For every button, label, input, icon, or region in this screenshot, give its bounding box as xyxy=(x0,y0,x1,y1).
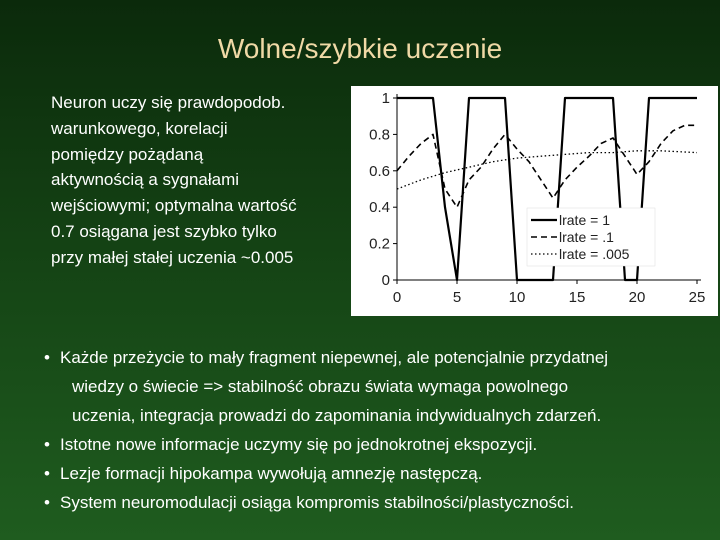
x-tick-label: 25 xyxy=(688,289,706,306)
learning-rate-chart xyxy=(351,86,718,316)
bullet-item xyxy=(44,430,720,459)
bullet-text: Istotne nowe informacje uczymy się po jednokrotnej ekspozycji. xyxy=(60,435,538,454)
y-tick-label: 0 xyxy=(381,272,390,289)
chart-svg xyxy=(351,86,718,316)
description-line: przy małej stałej uczenia ~0.005 xyxy=(51,247,294,267)
bullet-text: System neuromodulacji osiąga kompromis stabilności/plastyczności. xyxy=(60,493,574,512)
description-line: wejściowymi; optymalna wartość xyxy=(51,196,297,216)
legend-label: lrate = 1 xyxy=(559,212,610,228)
bullet-text: wiedzy o świecie => stabilność obrazu świata wymaga powolnego xyxy=(72,377,569,396)
y-tick-label: 0.8 xyxy=(369,126,390,144)
y-tick-label: 1 xyxy=(381,90,390,107)
bullet-symbol: • xyxy=(44,493,50,512)
bullet-item xyxy=(44,459,720,488)
description-text xyxy=(51,90,351,271)
x-tick-label: 20 xyxy=(628,289,646,306)
x-tick-label: 10 xyxy=(508,289,526,306)
bullet-symbol: • xyxy=(44,348,50,367)
description-line: Neuron uczy się prawdopodob. xyxy=(51,93,286,112)
bullet-item xyxy=(44,488,720,517)
x-tick-label: 0 xyxy=(392,289,402,306)
description-line: warunkowego, korelacji xyxy=(51,118,228,138)
y-tick-label: 0.6 xyxy=(369,162,390,180)
series-line xyxy=(397,125,697,207)
bullet-symbol: • xyxy=(44,464,50,483)
legend-label: lrate = .005 xyxy=(559,246,630,262)
description-line: pomiędzy pożądaną xyxy=(51,144,204,164)
x-tick-label: 5 xyxy=(452,289,462,306)
bullet-list xyxy=(44,343,720,517)
x-tick-label: 15 xyxy=(568,289,586,306)
bullet-text: uczenia, integracja prowadzi do zapominania indywidualnych zdarzeń. xyxy=(72,406,602,425)
description-line: 0.7 osiągana jest szybko tylko xyxy=(51,221,277,241)
bullet-symbol: • xyxy=(44,435,50,454)
description-line: aktywnością a sygnałami xyxy=(51,170,240,190)
y-tick-label: 0.4 xyxy=(369,199,390,217)
bullet-text: Lezje formacji hipokampa wywołują amnezję następczą. xyxy=(60,464,483,483)
bullet-text: Każde przeżycie to mały fragment niepewnej, ale potencjalnie przydatnej xyxy=(60,348,609,367)
bullet-item xyxy=(44,343,720,430)
y-tick-label: 0.2 xyxy=(369,235,390,253)
legend-label: lrate = .1 xyxy=(559,229,614,245)
slide-title: Wolne/szybkie uczenie xyxy=(217,33,503,64)
